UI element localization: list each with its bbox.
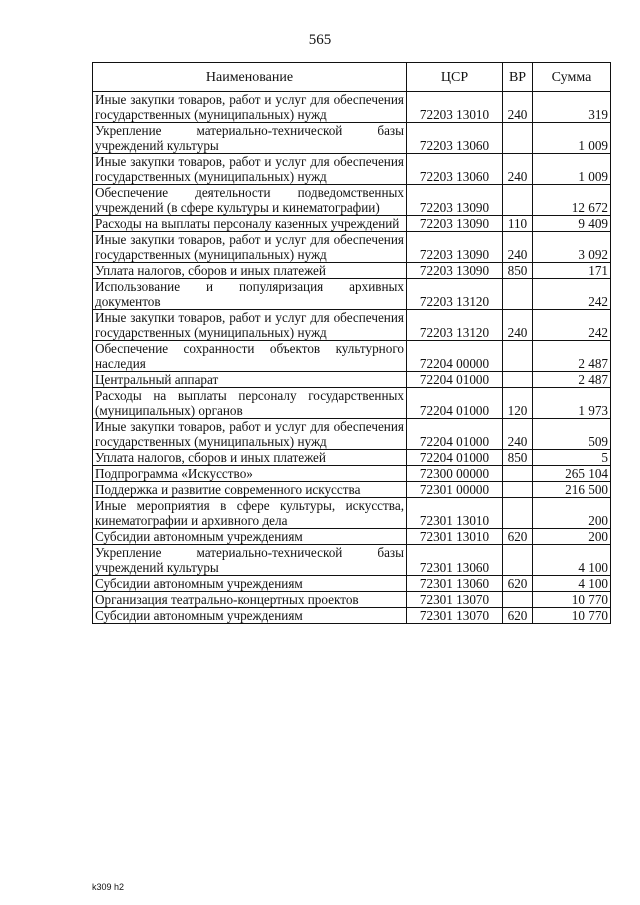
table-row — [93, 123, 611, 154]
cell-csr: 72203 13090 — [407, 216, 503, 232]
cell-name: Укрепление материально-технической базы учреждений культуры — [93, 545, 407, 576]
column-header-name: Наименование — [93, 63, 407, 92]
cell-sum: 242 — [533, 279, 611, 310]
cell-vr: 850 — [503, 450, 533, 466]
cell-sum: 3 092 — [533, 232, 611, 263]
cell-sum: 12 672 — [533, 185, 611, 216]
cell-name: Иные закупки товаров, работ и услуг для обеспечения государственных (муниципальных) нужд — [93, 154, 407, 185]
cell-vr — [503, 279, 533, 310]
cell-vr: 620 — [503, 576, 533, 592]
cell-csr: 72300 00000 — [407, 466, 503, 482]
footer-code: k309 h2 — [92, 882, 125, 892]
cell-vr: 240 — [503, 419, 533, 450]
cell-name: Организация театрально-концертных проектов — [93, 592, 407, 608]
cell-sum: 265 104 — [533, 466, 611, 482]
cell-sum: 1 973 — [533, 388, 611, 419]
table-row — [93, 310, 611, 341]
table-row — [93, 592, 611, 608]
cell-sum: 10 770 — [533, 592, 611, 608]
cell-csr: 72204 01000 — [407, 450, 503, 466]
cell-vr: 240 — [503, 232, 533, 263]
column-header-vr: ВР — [503, 63, 533, 92]
cell-csr: 72301 13010 — [407, 498, 503, 529]
cell-vr — [503, 592, 533, 608]
table-row — [93, 263, 611, 279]
cell-name: Иные закупки товаров, работ и услуг для обеспечения государственных (муниципальных) нужд — [93, 419, 407, 450]
cell-sum: 1 009 — [533, 123, 611, 154]
cell-csr: 72301 13060 — [407, 545, 503, 576]
cell-sum: 509 — [533, 419, 611, 450]
cell-vr: 120 — [503, 388, 533, 419]
cell-vr — [503, 185, 533, 216]
cell-sum: 4 100 — [533, 545, 611, 576]
cell-sum: 4 100 — [533, 576, 611, 592]
cell-vr: 620 — [503, 529, 533, 545]
table-row — [93, 279, 611, 310]
cell-csr: 72204 00000 — [407, 341, 503, 372]
cell-sum: 2 487 — [533, 341, 611, 372]
cell-csr: 72203 13010 — [407, 92, 503, 123]
page-number: 565 — [308, 32, 332, 48]
cell-name: Иные закупки товаров, работ и услуг для обеспечения государственных (муниципальных) нужд — [93, 92, 407, 123]
cell-sum: 200 — [533, 529, 611, 545]
cell-sum: 319 — [533, 92, 611, 123]
table-row — [93, 185, 611, 216]
cell-sum: 10 770 — [533, 608, 611, 624]
cell-name: Субсидии автономным учреждениям — [93, 608, 407, 624]
cell-sum: 1 009 — [533, 154, 611, 185]
cell-csr: 72203 13060 — [407, 123, 503, 154]
cell-sum: 171 — [533, 263, 611, 279]
table-row — [93, 576, 611, 592]
cell-name: Уплата налогов, сборов и иных платежей — [93, 263, 407, 279]
table-row — [93, 216, 611, 232]
cell-sum: 9 409 — [533, 216, 611, 232]
cell-csr: 72301 13070 — [407, 608, 503, 624]
cell-vr: 850 — [503, 263, 533, 279]
cell-vr — [503, 341, 533, 372]
cell-name: Уплата налогов, сборов и иных платежей — [93, 450, 407, 466]
cell-sum: 200 — [533, 498, 611, 529]
cell-vr: 240 — [503, 92, 533, 123]
cell-vr — [503, 482, 533, 498]
cell-vr — [503, 545, 533, 576]
cell-name: Иные мероприятия в сфере культуры, искусства, кинематографии и архивного дела — [93, 498, 407, 529]
table-row — [93, 529, 611, 545]
cell-name: Расходы на выплаты персоналу казенных учреждений — [93, 216, 407, 232]
cell-vr — [503, 123, 533, 154]
table-row — [93, 372, 611, 388]
cell-csr: 72301 13010 — [407, 529, 503, 545]
column-header-csr: ЦСР — [407, 63, 503, 92]
cell-vr: 620 — [503, 608, 533, 624]
table-body — [93, 92, 611, 624]
cell-csr: 72301 13070 — [407, 592, 503, 608]
cell-csr: 72204 01000 — [407, 419, 503, 450]
table-row — [93, 341, 611, 372]
table-row — [93, 466, 611, 482]
table-row — [93, 92, 611, 123]
cell-csr: 72301 13060 — [407, 576, 503, 592]
cell-name: Центральный аппарат — [93, 372, 407, 388]
cell-name: Поддержка и развитие современного искусства — [93, 482, 407, 498]
cell-name: Обеспечение деятельности подведомственных учреждений (в сфере культуры и кинематографии) — [93, 185, 407, 216]
table-row — [93, 545, 611, 576]
cell-name: Иные закупки товаров, работ и услуг для обеспечения государственных (муниципальных) нужд — [93, 310, 407, 341]
cell-sum: 216 500 — [533, 482, 611, 498]
cell-vr: 110 — [503, 216, 533, 232]
cell-name: Подпрограмма «Искусство» — [93, 466, 407, 482]
cell-csr: 72203 13120 — [407, 279, 503, 310]
budget-table — [92, 62, 611, 624]
table-row — [93, 450, 611, 466]
cell-csr: 72203 13120 — [407, 310, 503, 341]
cell-sum: 2 487 — [533, 372, 611, 388]
cell-vr — [503, 466, 533, 482]
cell-csr: 72301 00000 — [407, 482, 503, 498]
cell-name: Использование и популяризация архивных документов — [93, 279, 407, 310]
cell-vr — [503, 498, 533, 529]
table-row — [93, 419, 611, 450]
table-header-row — [93, 63, 611, 92]
cell-sum: 5 — [533, 450, 611, 466]
cell-csr: 72204 01000 — [407, 372, 503, 388]
table-row — [93, 498, 611, 529]
cell-vr: 240 — [503, 310, 533, 341]
cell-name: Расходы на выплаты персоналу государственных (муниципальных) органов — [93, 388, 407, 419]
table-row — [93, 388, 611, 419]
cell-name: Субсидии автономным учреждениям — [93, 576, 407, 592]
cell-csr: 72203 13090 — [407, 232, 503, 263]
cell-name: Субсидии автономным учреждениям — [93, 529, 407, 545]
table-row — [93, 154, 611, 185]
column-header-sum: Сумма — [533, 63, 611, 92]
cell-vr: 240 — [503, 154, 533, 185]
cell-name: Укрепление материально-технической базы учреждений культуры — [93, 123, 407, 154]
cell-csr: 72203 13060 — [407, 154, 503, 185]
table-row — [93, 608, 611, 624]
table-row — [93, 232, 611, 263]
cell-sum: 242 — [533, 310, 611, 341]
cell-vr — [503, 372, 533, 388]
cell-csr: 72204 01000 — [407, 388, 503, 419]
cell-csr: 72203 13090 — [407, 263, 503, 279]
table-row — [93, 482, 611, 498]
cell-name: Обеспечение сохранности объектов культурного наследия — [93, 341, 407, 372]
cell-csr: 72203 13090 — [407, 185, 503, 216]
cell-name: Иные закупки товаров, работ и услуг для обеспечения государственных (муниципальных) нужд — [93, 232, 407, 263]
